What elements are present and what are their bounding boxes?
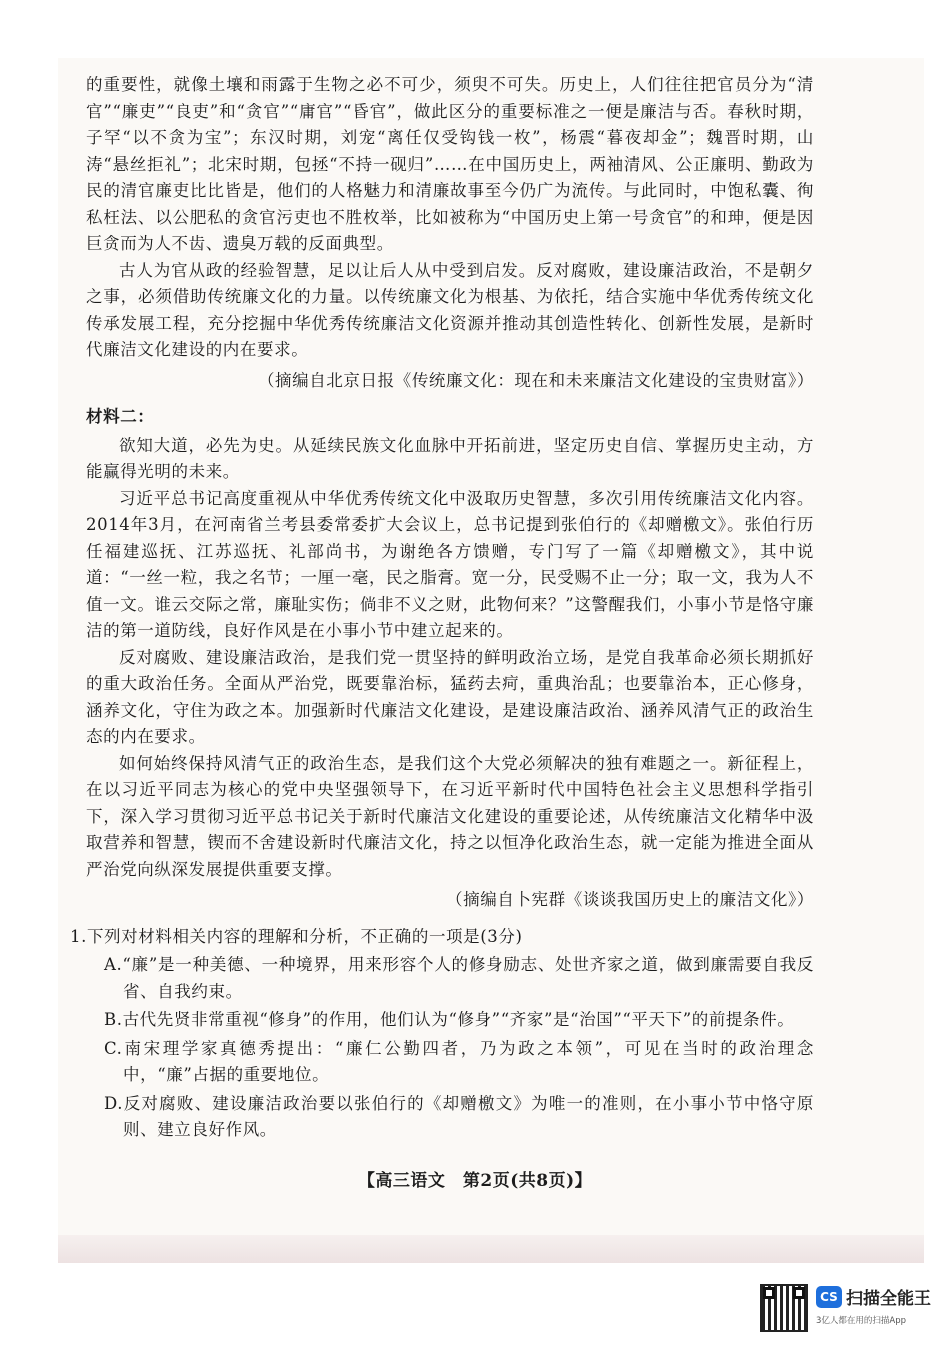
material-two-paragraph: 习近平总书记高度重视从中华优秀传统文化中汲取历史智慧，多次引用传统廉洁文化内容。2014年3月，在河南省兰考县委常委扩大会议上，总书记提到张伯行的《却赠檄文》。张伯行历任福建巡抚、江苏巡抚、礼部尚书，为谢绝各方馈赠，专门写了一篇《却赠檄文》，其中说道：“一丝一粒，我之名节；一厘一毫，民之脂膏。宽一分，民受赐不止一分；取一文，我为人不值一文。谁云交际之常，廉耻实伤；倘非不义之财，此物何来？”这警醒我们，小事小节是恪守廉洁的第一道防线，良好作风是在小事小节中建立起来的。 (86, 488, 814, 640)
scanner-app-name: 扫描全能王 (846, 1289, 931, 1309)
camscanner-logo-icon: CS (816, 1286, 842, 1308)
material-two-source: （摘编自卜宪群《谈谈我国历史上的廉洁文化》） (446, 890, 814, 909)
material-one-source: （摘编自北京日报《传统廉文化：现在和未来廉洁文化建设的宝贵财富》） (257, 370, 814, 390)
option-a: A.“廉”是一种美德、一种境界，用来形容个人的修身励志、处世齐家之道，做到廉需要自我反省、自我约束。 (104, 955, 814, 1001)
material-two-paragraph: 反对腐败、建设廉洁政治，是我们党一贯坚持的鲜明政治立场，是党自我革命必须长期抓好的重大政治任务。全面从严治党，既要靠治标，猛药去疴，重典治乱；也要靠治本，正心修身，涵养文化，守住为政之本。加强新时代廉洁文化建设，是建设廉洁政治、涵养风清气正的政治生态的内在要求。 (86, 647, 814, 746)
answer-options (104, 952, 814, 1144)
material-one-paragraph: 古人为官从政的经验智慧，足以让后人从中受到启发。反对腐败，建设廉洁政治，不是朝夕之事，必须借助传统廉文化的力量。以传统廉文化为根基、为依托，结合实施中华优秀传统文化传承发展工程，充分挖掘中华优秀传统廉洁文化资源并推动其创造性转化、创新性发展，是新时代廉洁文化建设的内在要求。 (86, 260, 814, 359)
option-c: C.南宋理学家真德秀提出：“廉仁公勤四者，乃为政之本领”，可见在当时的政治理念中，“廉”占据的重要地位。 (104, 1038, 814, 1084)
material-one-paragraph: 的重要性，就像土壤和雨露于生物之必不可少，须臾不可失。历史上，人们往往把官员分为“清官”“廉吏”“良吏”和“贪官”“庸官”“昏官”，做此区分的重要标准之一便是廉洁与否。春秋时期，子罕“以不贪为宝”；东汉时期，刘宠“离任仅受钩钱一枚”，杨震“暮夜却金”；魏晋时期，山涛“悬丝拒礼”；北宋时期，包拯“不持一砚归”……在中国历史上，两袖清风、公正廉明、勤政为民的清官廉吏比比皆是，他们的人格魅力和清廉故事至今仍广为流传。与此同时，中饱私囊、徇私枉法、以公肥私的贪官污吏也不胜枚举，比如被称为“中国历史上第一号贪官”的和珅，便是因巨贪而为人不齿、遗臭万载的反面典型。 (86, 75, 814, 253)
scanner-tagline: 3亿人都在用的扫描App (816, 1316, 907, 1326)
page-footer: 【高三语文 第2页(共8页)】 (357, 1171, 593, 1191)
page-body (70, 72, 814, 1144)
question-block (70, 924, 814, 1144)
option-d: D.反对腐败、建设廉洁政治要以张伯行的《却赠檄文》为唯一的准则，在小事小节中恪守原则、建立良好作风。 (104, 1093, 814, 1139)
material-two-paragraph: 如何始终保持风清气正的政治生态，是我们这个大党必须解决的独有难题之一。新征程上，在以习近平同志为核心的党中央坚强领导下，在习近平新时代中国特色社会主义思想科学指引下，深入学习贯彻习近平总书记关于新时代廉洁文化建设的重要论述，从传统廉洁文化精华中汲取营养和智慧，锲而不舍建设新时代廉洁文化，持之以恒净化政治生态，就一定能为推进全面从严治党向纵深发展提供重要支撑。 (86, 753, 814, 879)
paper-bottom-edge (58, 1235, 924, 1263)
option-b: B.古代先贤非常重视“修身”的作用，他们认为“修身”“齐家”是“治国”“平天下”的前提条件。 (104, 1010, 795, 1029)
question-stem: 1.下列对材料相关内容的理解和分析，不正确的一项是(3分) (70, 926, 523, 946)
scanner-badge (760, 1284, 940, 1340)
material-two-heading: 材料二： (86, 407, 155, 426)
material-two-paragraph: 欲知大道，必先为史。从延续民族文化血脉中开拓前进，坚定历史自信、掌握历史主动，方能赢得光明的未来。 (86, 435, 814, 481)
qr-code-icon (760, 1284, 808, 1332)
